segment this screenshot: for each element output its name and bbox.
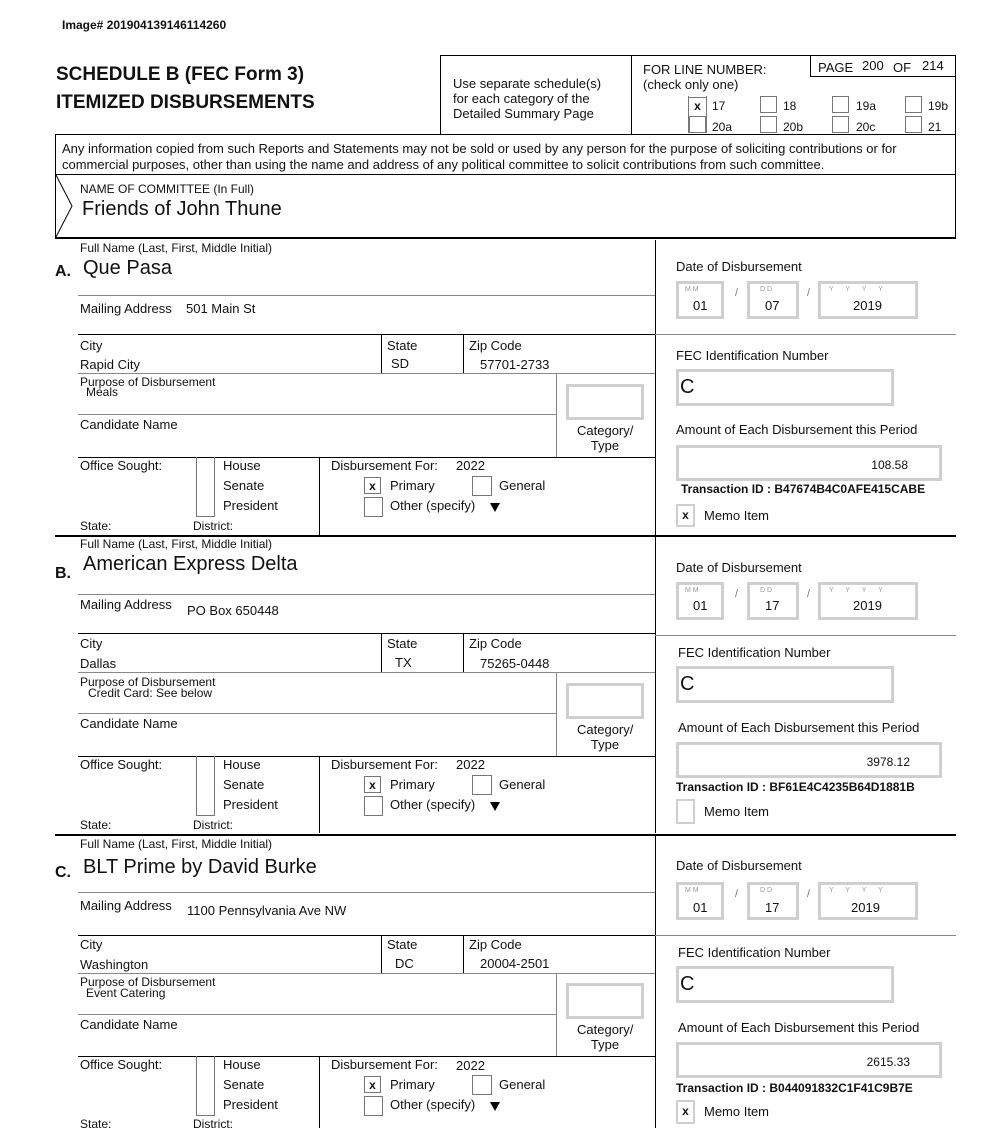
mailing-address-label: Mailing Address (80, 597, 172, 612)
line-17-label: 17 (712, 99, 726, 113)
entry-a (0, 240, 996, 536)
transaction-id: Transaction ID : BF61E4C4235B64D1881B (676, 780, 915, 794)
category-box[interactable] (566, 384, 644, 420)
district-label: District: (193, 818, 233, 832)
date-slash: / (735, 588, 739, 600)
category-type-label (577, 1022, 633, 1052)
category-box[interactable] (566, 983, 644, 1019)
entry-letter: B. (55, 565, 71, 582)
type-label: Type (590, 737, 620, 752)
line-21-label: 21 (928, 120, 942, 134)
zip-value: 75265-0448 (480, 656, 550, 671)
office-checkbox-column (196, 457, 215, 517)
president-label: President (223, 498, 278, 513)
city-value: Washington (80, 957, 149, 972)
entry-c (0, 836, 996, 1131)
memo-label: Memo Item (704, 804, 770, 819)
senate-label: Senate (223, 1077, 265, 1092)
of-label: OF (893, 60, 912, 75)
primary-checkbox[interactable]: x (364, 1076, 381, 1093)
transaction-id: Transaction ID : B044091832C1F41C9B7E (676, 1081, 913, 1095)
line-20a-checkbox[interactable] (689, 116, 706, 133)
column-divider (655, 240, 656, 536)
notice-text: Any information copied from such Reports and Statements may not be sold or used by any person for the purpose of soliciting contributions or for commercial purposes, other than using the name and address of any political committee to solicit contributions from such committee. (62, 141, 897, 172)
city-label: City (80, 636, 103, 651)
line-18-label: 18 (783, 99, 797, 113)
year-value: 2019 (853, 598, 882, 613)
separate-schedule-line: Detailed Summary Page (453, 106, 594, 121)
committee-label: NAME OF COMMITTEE (In Full) (80, 182, 254, 196)
house-label: House (223, 458, 261, 473)
office-sought-label: Office Sought: (80, 1057, 163, 1072)
primary-checkbox[interactable]: x (364, 776, 381, 793)
state-bottom-label: State: (80, 519, 112, 533)
line-18-checkbox[interactable] (760, 96, 777, 113)
payee-name: Que Pasa (83, 257, 172, 279)
entry-letter: C. (55, 864, 71, 881)
entry-b (0, 537, 996, 833)
line-19b-checkbox[interactable] (905, 96, 922, 113)
divider (56, 174, 955, 175)
year-hint: Y Y Y Y (829, 286, 888, 293)
divider (78, 594, 655, 595)
dropdown-arrow-icon (490, 1102, 500, 1111)
divider (78, 373, 655, 374)
amount-value: 3978.12 (866, 755, 910, 769)
committee-name: Friends of John Thune (82, 198, 282, 220)
state-value: SD (391, 356, 410, 371)
senate-label: Senate (223, 478, 265, 493)
category-type-label (577, 722, 633, 752)
state-bottom-label: State: (80, 818, 112, 832)
president-label: President (223, 797, 278, 812)
day-hint: D D (760, 286, 773, 293)
divider (463, 633, 464, 672)
city-label: City (80, 937, 103, 952)
month-value: 01 (693, 900, 708, 915)
category-box[interactable] (566, 683, 644, 719)
category-type-label (577, 423, 633, 453)
state-value: TX (395, 655, 412, 670)
city-value: Rapid City (80, 357, 140, 372)
state-value: DC (395, 956, 414, 971)
memo-checkbox[interactable] (676, 799, 695, 824)
fec-id-box[interactable] (676, 369, 894, 406)
divider (78, 672, 655, 673)
general-label: General (499, 1077, 546, 1092)
fec-id-label: FEC Identification Number (676, 348, 829, 363)
mailing-address: 501 Main St (186, 301, 256, 316)
year-hint: Y Y Y Y (829, 887, 888, 894)
type-label: Type (590, 438, 620, 453)
city-value: Dallas (80, 656, 117, 671)
date-slash: / (735, 888, 739, 900)
general-label: General (499, 777, 546, 792)
election-year: 2022 (456, 757, 485, 772)
category-label: Category/ (577, 423, 634, 438)
general-checkbox[interactable] (472, 1075, 492, 1095)
amount-label: Amount of Each Disbursement this Period (678, 1020, 920, 1035)
line-number-label: FOR LINE NUMBER: (643, 62, 767, 77)
divider (556, 973, 557, 1056)
disb-for-label: Disbursement For: (331, 757, 438, 772)
divider (78, 414, 556, 415)
divider (78, 295, 655, 296)
state-label: State (387, 338, 418, 353)
district-label: District: (193, 1117, 233, 1131)
divider (319, 457, 320, 536)
mailing-address: 1100 Pennsylvania Ave NW (187, 903, 347, 918)
divider (78, 973, 655, 974)
date-label: Date of Disbursement (676, 560, 802, 575)
fec-id-prefix: C (680, 973, 695, 995)
day-value: 17 (765, 598, 780, 613)
dropdown-arrow-icon (490, 503, 500, 512)
divider (381, 633, 382, 672)
house-label: House (223, 757, 261, 772)
day-value: 07 (765, 298, 780, 313)
divider (655, 935, 956, 936)
purpose-value: Credit Card: See below (88, 686, 213, 700)
primary-label: Primary (390, 1077, 435, 1092)
other-checkbox[interactable] (364, 796, 383, 816)
month-value: 01 (693, 598, 708, 613)
divider (556, 373, 557, 458)
divider (556, 672, 557, 756)
line-21-checkbox[interactable] (905, 116, 922, 133)
disb-for-label: Disbursement For: (331, 1057, 438, 1072)
date-slash: / (807, 588, 811, 600)
month-value: 01 (693, 298, 708, 313)
office-sought-label: Office Sought: (80, 757, 163, 772)
month-hint: M M (685, 286, 699, 293)
column-divider (655, 537, 656, 833)
divider (463, 334, 464, 373)
purpose-label: Purpose of Disbursement (80, 975, 216, 989)
payee-name: American Express Delta (83, 553, 298, 575)
full-name-label: Full Name (Last, First, Middle Initial) (80, 837, 273, 851)
fec-id-box[interactable] (676, 666, 894, 703)
fec-id-label: FEC Identification Number (678, 645, 831, 660)
zip-value: 20004-2501 (480, 956, 550, 971)
amount-label: Amount of Each Disbursement this Period (678, 720, 920, 735)
memo-check-mark: x (682, 508, 689, 522)
separate-schedule-line: for each category of the (453, 91, 590, 106)
purpose-label: Purpose of Disbursement (80, 375, 216, 389)
divider (463, 935, 464, 973)
check-one-label: (check only one) (643, 77, 739, 92)
zip-label: Zip Code (469, 636, 522, 651)
fec-id-prefix: C (680, 376, 695, 398)
page-label: PAGE (818, 60, 854, 75)
committee-arrow (56, 175, 76, 237)
date-slash: / (807, 287, 811, 299)
year-value: 2019 (851, 900, 880, 915)
amount-value: 2615.33 (866, 1055, 910, 1069)
state-label: State (387, 937, 418, 952)
election-year: 2022 (456, 458, 485, 473)
memo-label: Memo Item (704, 1104, 770, 1119)
line-20a-label: 20a (712, 120, 733, 134)
state-label: State (387, 636, 418, 651)
full-name-label: Full Name (Last, First, Middle Initial) (80, 537, 273, 551)
entry-letter: A. (55, 263, 71, 280)
disb-for-label: Disbursement For: (331, 458, 438, 473)
date-label: Date of Disbursement (676, 259, 802, 274)
zip-label: Zip Code (469, 937, 522, 952)
divider (655, 334, 956, 335)
primary-label: Primary (390, 478, 435, 493)
divider (78, 334, 655, 335)
date-slash: / (735, 287, 739, 299)
fec-id-box[interactable] (676, 966, 894, 1003)
district-label: District: (193, 519, 233, 533)
general-checkbox[interactable] (472, 775, 492, 795)
divider (319, 1056, 320, 1128)
year-hint: Y Y Y Y (829, 587, 888, 594)
line-17-checkbox[interactable]: x (689, 97, 706, 115)
state-bottom-label: State: (80, 1117, 112, 1131)
zip-label: Zip Code (469, 338, 522, 353)
city-label: City (80, 338, 103, 353)
purpose-value: Meals (86, 385, 119, 399)
payee-name: BLT Prime by David Burke (83, 856, 317, 878)
memo-label: Memo Item (704, 508, 770, 523)
full-name-label: Full Name (Last, First, Middle Initial) (80, 241, 273, 255)
schedule-title: SCHEDULE B (FEC Form 3) (56, 64, 305, 85)
purpose-value: Event Catering (86, 986, 166, 1000)
purpose-label: Purpose of Disbursement (80, 675, 216, 689)
divider (78, 633, 655, 634)
amount-value: 108.58 (871, 458, 908, 472)
divider (78, 892, 655, 893)
president-label: President (223, 1097, 278, 1112)
day-value: 17 (765, 900, 780, 915)
divider (381, 935, 382, 973)
page-total: 214 (922, 58, 944, 73)
office-checkbox-column (196, 1056, 215, 1116)
candidate-label: Candidate Name (80, 1017, 178, 1032)
house-label: House (223, 1057, 261, 1072)
separate-schedule-line: Use separate schedule(s) (453, 76, 602, 91)
separate-schedule-text (453, 76, 601, 121)
primary-checkbox[interactable]: x (364, 477, 381, 494)
divider (655, 635, 956, 636)
candidate-label: Candidate Name (80, 417, 178, 432)
zip-value: 57701-2733 (480, 357, 550, 372)
amount-label: Amount of Each Disbursement this Period (676, 422, 918, 437)
column-divider (655, 836, 656, 1128)
fec-id-label: FEC Identification Number (678, 945, 831, 960)
other-label: Other (specify) (390, 498, 476, 513)
day-hint: D D (760, 587, 773, 594)
image-id: Image# 201904139146114260 (62, 18, 227, 32)
other-label: Other (specify) (390, 797, 476, 812)
election-year: 2022 (456, 1058, 485, 1073)
line-19a-checkbox[interactable] (832, 96, 849, 113)
other-checkbox[interactable] (364, 1096, 383, 1116)
category-label: Category/ (577, 1022, 634, 1037)
mailing-address-label: Mailing Address (80, 301, 172, 316)
type-label: Type (590, 1037, 620, 1052)
memo-check-mark: x (682, 1104, 689, 1118)
general-checkbox[interactable] (472, 476, 492, 496)
line-19b-label: 19b (928, 99, 949, 113)
line-20c-label: 20c (856, 120, 876, 134)
line-19a-label: 19a (856, 99, 877, 113)
line-20c-checkbox[interactable] (832, 116, 849, 133)
schedule-subtitle: ITEMIZED DISBURSEMENTS (56, 92, 315, 113)
candidate-label: Candidate Name (80, 716, 178, 731)
line-20b-label: 20b (783, 120, 804, 134)
general-label: General (499, 478, 546, 493)
month-hint: M M (685, 587, 699, 594)
mailing-address-label: Mailing Address (80, 898, 172, 913)
category-label: Category/ (577, 722, 634, 737)
day-hint: D D (760, 887, 773, 894)
dropdown-arrow-icon (490, 802, 500, 811)
senate-label: Senate (223, 777, 265, 792)
mailing-address: PO Box 650448 (187, 603, 279, 618)
divider (78, 935, 655, 936)
date-slash: / (807, 888, 811, 900)
divider (381, 334, 382, 373)
divider (319, 756, 320, 833)
line-20b-checkbox[interactable] (760, 116, 777, 133)
divider (78, 713, 556, 714)
divider (78, 1014, 556, 1015)
fec-id-prefix: C (680, 673, 695, 695)
page-number: 200 (862, 58, 884, 73)
year-value: 2019 (853, 298, 882, 313)
other-checkbox[interactable] (364, 497, 383, 517)
office-checkbox-column (196, 756, 215, 816)
transaction-id: Transaction ID : B47674B4C0AFE415CABE (681, 482, 926, 496)
month-hint: M M (685, 887, 699, 894)
other-label: Other (specify) (390, 1097, 476, 1112)
office-sought-label: Office Sought: (80, 458, 163, 473)
primary-label: Primary (390, 777, 435, 792)
date-label: Date of Disbursement (676, 858, 802, 873)
